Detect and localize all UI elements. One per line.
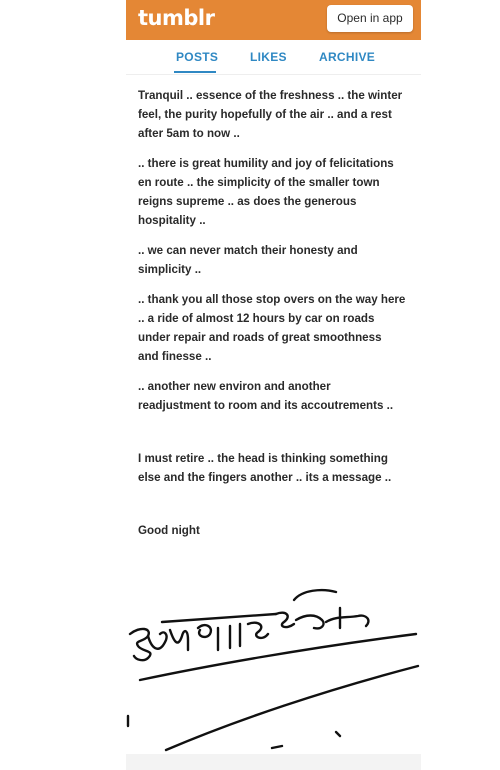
post-paragraph bbox=[138, 241, 413, 279]
post-line: en route .. the simplicity of the smaller town bbox=[138, 176, 380, 189]
post-paragraph bbox=[138, 290, 413, 366]
active-tab-indicator bbox=[174, 71, 216, 73]
post-line: feel, the purity hopefully of the air .. and a rest bbox=[138, 108, 392, 121]
tab-posts[interactable]: POSTS bbox=[176, 50, 219, 64]
post-paragraph bbox=[138, 521, 413, 540]
spacer bbox=[138, 498, 413, 521]
tab-divider bbox=[126, 74, 421, 75]
post-line: simplicity .. bbox=[138, 263, 202, 276]
blog-tabs bbox=[126, 40, 421, 74]
post-line: .. we can never match their honesty and bbox=[138, 244, 358, 257]
post-line: and finesse .. bbox=[138, 350, 212, 363]
post-line: reigns supreme .. as does the generous bbox=[138, 195, 357, 208]
post-line: I must retire .. the head is thinking something bbox=[138, 452, 388, 465]
spacer bbox=[138, 426, 413, 449]
post-body bbox=[138, 86, 413, 551]
post-line: .. another new environ and another bbox=[138, 380, 331, 393]
post-line: after 5am to now .. bbox=[138, 127, 240, 140]
post-line: hospitality .. bbox=[138, 214, 206, 227]
tab-likes[interactable]: LIKES bbox=[250, 50, 287, 64]
handwritten-signature bbox=[126, 570, 421, 770]
post-line: else and the fingers another .. its a message .. bbox=[138, 471, 392, 484]
tumblr-logo[interactable]: tumblr bbox=[138, 6, 215, 30]
post-paragraph bbox=[138, 86, 413, 143]
post-line: readjustment to room and its accoutrements .. bbox=[138, 399, 394, 412]
bottom-edge bbox=[126, 754, 421, 770]
post-paragraph bbox=[138, 449, 413, 487]
mobile-page bbox=[126, 0, 421, 770]
post-line: under repair and roads of great smoothness bbox=[138, 331, 382, 344]
top-bar bbox=[126, 0, 421, 40]
post-line: .. thank you all those stop overs on the way here bbox=[138, 293, 406, 306]
post-line: .. there is great humility and joy of felicitations bbox=[138, 157, 394, 170]
post-line: Tranquil .. essence of the freshness .. the winter bbox=[138, 89, 403, 102]
open-in-app-button[interactable]: Open in app bbox=[327, 5, 413, 32]
sign-off: Good night bbox=[138, 524, 200, 537]
post-paragraph bbox=[138, 154, 413, 230]
tab-archive[interactable]: ARCHIVE bbox=[319, 50, 376, 64]
post-line: .. a ride of almost 12 hours by car on roads bbox=[138, 312, 375, 325]
post-paragraph bbox=[138, 377, 413, 415]
